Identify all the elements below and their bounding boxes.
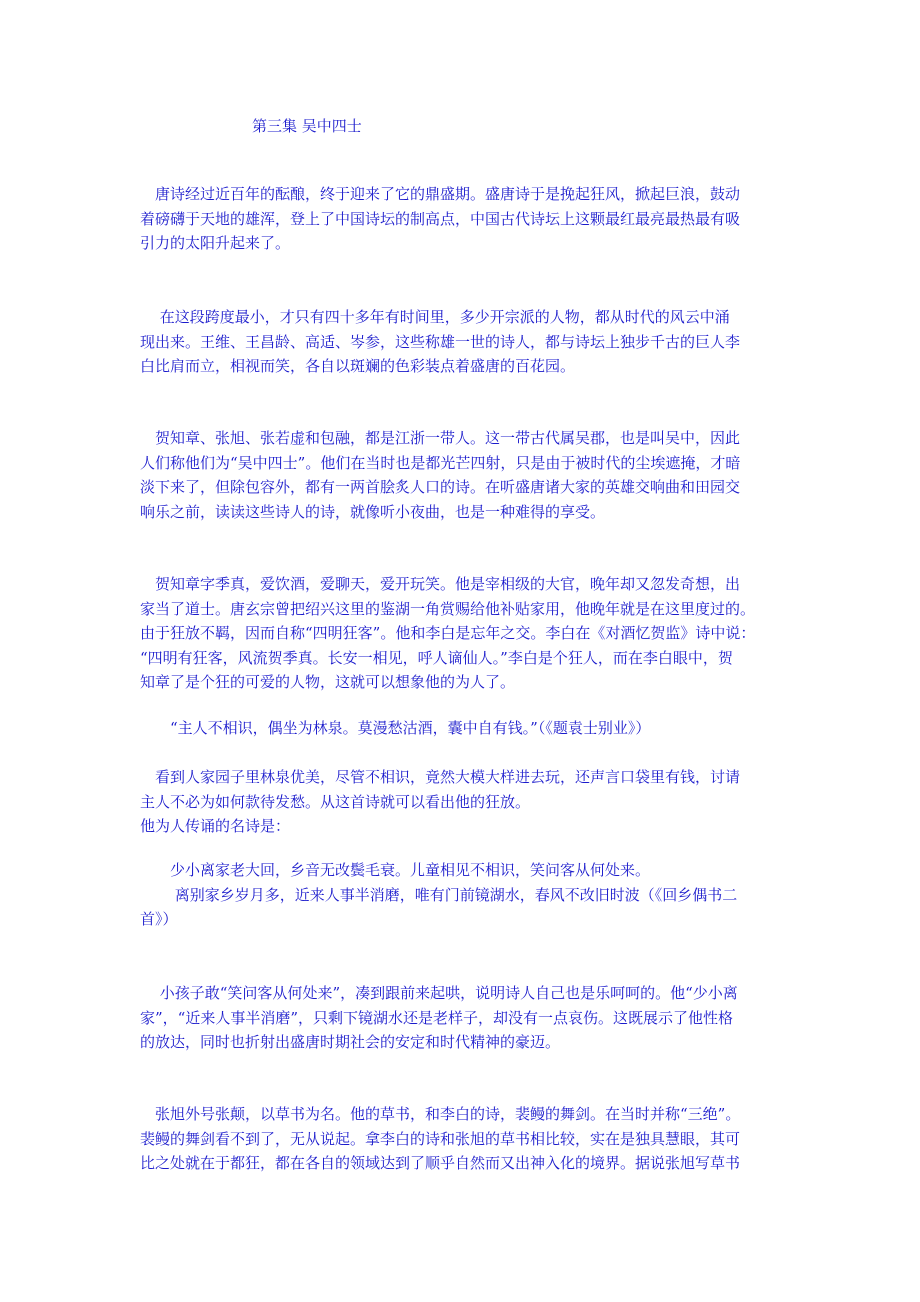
text-line: 贺知章、张旭、张若虚和包融，都是江浙一带人。这一带古代属吴郡，也是叫吴中，因此 — [140, 429, 741, 447]
text-line: 看到人家园子里林泉优美，尽管不相识，竟然大模大样进去玩，还声言口袋里有钱，讨请 — [140, 768, 741, 786]
text-line: 淡下来了，但除包容外，都有一两首脍炙人口的诗。在听盛唐诸大家的英雄交响曲和田园交 — [140, 478, 741, 496]
text-line: “四明有狂客，风流贺季真。长安一相见，呼人谪仙人。”李白是个狂人，而在李白眼中，贺 — [140, 648, 733, 667]
text-line: 裴鳗的舞剑看不到了，无从说起。拿李白的诗和张旭的草书相比较，实在是独具慧眼，其可 — [140, 1129, 741, 1148]
text-line: 唐诗经过近百年的酝酿，终于迎来了它的鼎盛期。盛唐诗于是挽起狂风，掀起巨浪，鼓动 — [140, 185, 741, 203]
text-line: 响乐之前，读读这些诗人的诗，就像听小夜曲，也是一种难得的享受。 — [140, 502, 606, 521]
paragraph-poem-commentary — [140, 765, 784, 839]
text-line: 引力的太阳升起来了。 — [140, 234, 291, 252]
text-line: 在这段跨度最小，才只有四十多年有时间里，多少开宗派的人物，都从时代的风云中涌 — [140, 308, 730, 326]
paragraph-wuzhong-four — [140, 426, 784, 524]
text-line: 张旭外号张颠，以草书为名。他的草书，和李白的诗，裴鳗的舞剑。在当时并称“三绝”。 — [140, 1105, 741, 1123]
text-line: 白比肩而立，相视而笑，各自以斑斓的色彩装点着盛唐的百花园。 — [140, 357, 576, 375]
text-line: 知章了是个狂的可爱的人物，这就可以想象他的为人了。 — [140, 673, 516, 691]
poem-quote-yuanshi — [140, 716, 784, 741]
text-line: “主人不相识，偶坐为林泉。莫漫愁沽酒，囊中自有钱。”（《题袁士别业》） — [140, 719, 651, 737]
paragraph-zhang-xu — [140, 1102, 784, 1176]
text-line: 贺知章字季真，爱饮酒，爱聊天，爱开玩笑。他是宰相级的大官，晚年却又忽发奇想，出 — [140, 575, 741, 593]
poem-quote-hometown — [140, 858, 784, 932]
paragraph-era-poets — [140, 305, 784, 379]
text-line: 主人不必为如何款待发愁。从这首诗就可以看出他的狂放。 — [140, 792, 531, 811]
text-line: 比之处就在于都狂，都在各自的领域达到了顺乎自然而又出神入化的境界。据说张旭写草书 — [140, 1154, 741, 1172]
text-line: 的放达，同时也折射出盛唐时期社会的安定和时代精神的豪迈。 — [140, 1033, 561, 1051]
page-title: 第三集 吴中四士 — [252, 117, 362, 135]
text-line: 少小离家老大回，乡音无改鬓毛衰。儿童相见不相识，笑问客从何处来。 — [140, 861, 651, 879]
text-line: 着磅礴于天地的雄浑，登上了中国诗坛的制高点，中国古代诗坛上这颗最红最亮最热最有吸 — [140, 209, 741, 228]
paragraph-child-question — [140, 981, 784, 1055]
paragraph-he-zhizhang — [140, 572, 784, 695]
text-line: 首》） — [140, 910, 178, 928]
text-line: 家当了道士。唐玄宗曾把绍兴这里的鉴湖一角赏赐给他补贴家用，他晚年就是在这里度过的。 — [140, 599, 756, 618]
text-line: 他为人传诵的名诗是： — [140, 817, 291, 835]
text-line: 人们称他们为“吴中四士”。他们在当时也是都光芒四射，只是由于被时代的尘埃遮掩，才暗 — [140, 453, 741, 472]
paragraph-tang-poetry-peak — [140, 182, 784, 256]
text-line: 离别家乡岁月多，近来人事半消磨，唯有门前镜湖水，春风不改旧时波（《回乡偶书二 — [140, 885, 738, 904]
text-line: 家”，“近来人事半消磨”，只剩下镜湖水还是老样子，却没有一点哀伤。这既展示了他性格 — [140, 1008, 734, 1027]
text-line: 由于狂放不羁，因而自称“四明狂客”。他和李白是忘年之交。李白在《对酒忆贺监》诗中说： — [140, 624, 756, 642]
text-line: 小孩子敢“笑问客从何处来”，凑到跟前来起哄，说明诗人自己也是乐呵呵的。他“少小离 — [140, 984, 738, 1002]
text-line: 现出来。王维、王昌龄、高适、岑参，这些称雄一世的诗人，都与诗坛上独步千古的巨人李 — [140, 332, 741, 351]
